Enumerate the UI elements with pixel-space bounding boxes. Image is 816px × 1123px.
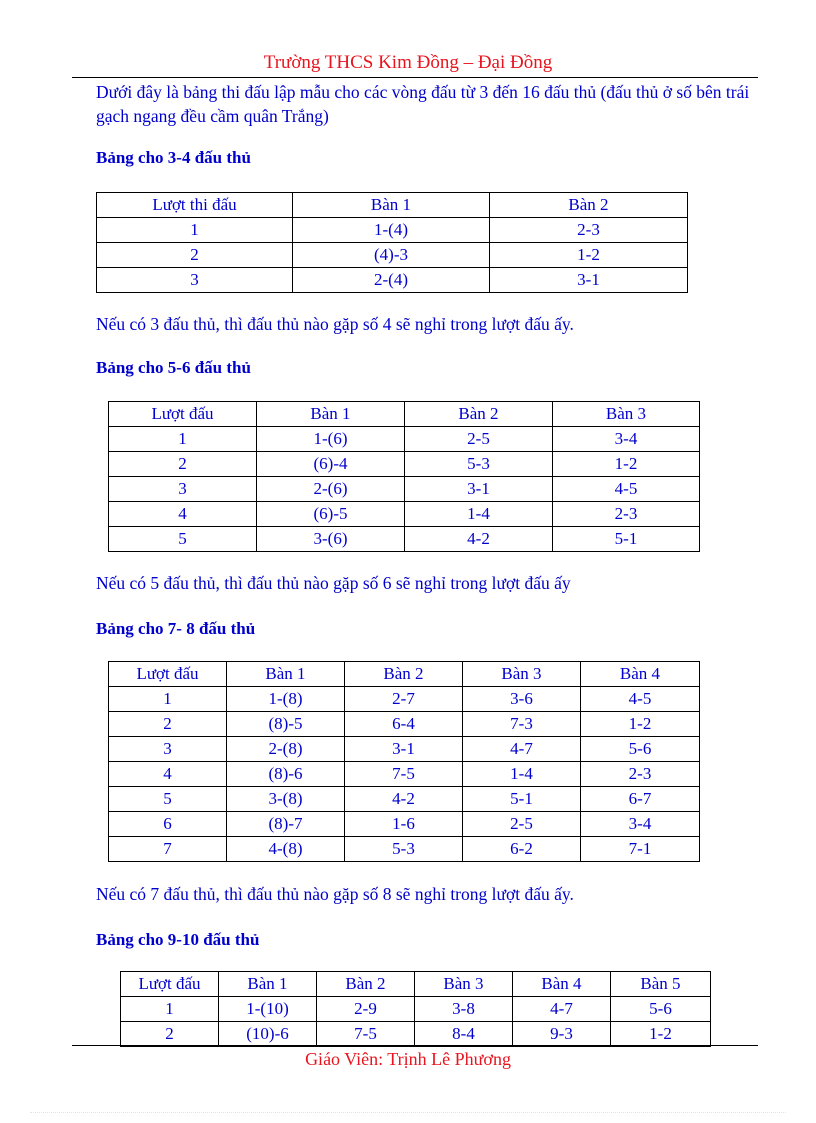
table-cell: 7-3: [463, 712, 581, 737]
table-cell: 3-6: [463, 687, 581, 712]
table-cell: 5: [109, 787, 227, 812]
table-row: [109, 762, 700, 787]
footer-divider: [72, 1045, 758, 1046]
table-cell: (8)-7: [227, 812, 345, 837]
column-header: Bàn 3: [415, 972, 513, 997]
table-cell: 3-1: [490, 268, 688, 293]
table-cell: 1: [121, 997, 219, 1022]
section-title-3-4: Bảng cho 3-4 đấu thủ: [96, 148, 251, 167]
column-header: Lượt thi đấu: [97, 193, 293, 218]
table-cell: 1-6: [345, 812, 463, 837]
table-cell: 3: [109, 737, 227, 762]
intro-paragraph: Dưới đây là bảng thi đấu lập mẫu cho các vòng đấu từ 3 đến 16 đấu thủ (đấu thủ ở số bên trái gạch ngang đều cầm quân Trắng): [96, 82, 750, 126]
table-cell: 1: [109, 687, 227, 712]
table-row: [97, 218, 688, 243]
table-cell: 3-4: [581, 812, 700, 837]
column-header: Lượt đấu: [109, 402, 257, 427]
table-cell: 2: [121, 1022, 219, 1047]
table-row: [109, 502, 700, 527]
table-cell: 1-2: [611, 1022, 711, 1047]
table-row: [109, 812, 700, 837]
table-cell: (4)-3: [293, 243, 490, 268]
table-cell: 5-3: [405, 452, 553, 477]
table-row: [121, 997, 711, 1022]
page-header-title: Trường THCS Kim Đồng – Đại Đồng: [263, 52, 553, 73]
table-cell: 4-2: [405, 527, 553, 552]
table-cell: 2-3: [553, 502, 700, 527]
table-cell: 2-5: [405, 427, 553, 452]
table-cell: 5-3: [345, 837, 463, 862]
section-title-9-10: Bảng cho 9-10 đấu thủ: [96, 930, 260, 949]
column-header: Bàn 1: [293, 193, 490, 218]
table-header-row: [121, 972, 711, 997]
table-cell: 2-7: [345, 687, 463, 712]
table-cell: 4-5: [581, 687, 700, 712]
table-cell: 3: [109, 477, 257, 502]
table-header-row: [97, 193, 688, 218]
column-header: Bàn 3: [463, 662, 581, 687]
table-cell: 2: [97, 243, 293, 268]
table-header-row: [109, 402, 700, 427]
schedule-table-9-10: [120, 971, 711, 1047]
table-cell: 2-(8): [227, 737, 345, 762]
table-cell: 1-(6): [257, 427, 405, 452]
table-cell: 7-5: [317, 1022, 415, 1047]
table-cell: 5-6: [611, 997, 711, 1022]
table-cell: 3-1: [345, 737, 463, 762]
table-row: [109, 427, 700, 452]
column-header: Lượt đấu: [109, 662, 227, 687]
table-cell: 6-4: [345, 712, 463, 737]
column-header: Bàn 2: [345, 662, 463, 687]
table-cell: 4: [109, 762, 227, 787]
section-title-7-8: Bảng cho 7- 8 đấu thủ: [96, 619, 256, 638]
table-row: [109, 527, 700, 552]
note-5-players: Nếu có 5 đấu thủ, thì đấu thủ nào gặp số 6 sẽ nghỉ trong lượt đấu ấy: [96, 573, 571, 593]
table-cell: 4-7: [463, 737, 581, 762]
column-header: Bàn 4: [513, 972, 611, 997]
table-cell: 5-1: [463, 787, 581, 812]
table-cell: 3: [97, 268, 293, 293]
schedule-table-3-4: [96, 192, 688, 293]
table-row: [97, 243, 688, 268]
header-divider: [72, 77, 758, 78]
column-header: Bàn 5: [611, 972, 711, 997]
table-cell: 2-9: [317, 997, 415, 1022]
column-header: Bàn 1: [257, 402, 405, 427]
page-bottom-dotted-line: [30, 1112, 786, 1113]
table-cell: 5: [109, 527, 257, 552]
column-header: Bàn 2: [405, 402, 553, 427]
table-cell: 1-2: [581, 712, 700, 737]
table-row: [109, 477, 700, 502]
table-cell: 1-(10): [219, 997, 317, 1022]
table-cell: 1: [97, 218, 293, 243]
table-cell: 1-(8): [227, 687, 345, 712]
column-header: Bàn 3: [553, 402, 700, 427]
table-cell: 2: [109, 712, 227, 737]
table-cell: 2-5: [463, 812, 581, 837]
table-cell: 7: [109, 837, 227, 862]
table-cell: 7-5: [345, 762, 463, 787]
table-cell: (8)-6: [227, 762, 345, 787]
note-3-players: Nếu có 3 đấu thủ, thì đấu thủ nào gặp số 4 sẽ nghỉ trong lượt đấu ấy.: [96, 314, 574, 334]
table-row: [109, 737, 700, 762]
page-footer-teacher: Giáo Viên: Trịnh Lê Phương: [305, 1049, 511, 1069]
table-cell: 8-4: [415, 1022, 513, 1047]
table-row: [109, 452, 700, 477]
column-header: Bàn 2: [490, 193, 688, 218]
note-7-players: Nếu có 7 đấu thủ, thì đấu thủ nào gặp số 8 sẽ nghỉ trong lượt đấu ấy.: [96, 884, 574, 904]
table-cell: (6)-4: [257, 452, 405, 477]
table-cell: 6-2: [463, 837, 581, 862]
table-cell: 4-(8): [227, 837, 345, 862]
table-cell: 2: [109, 452, 257, 477]
table-cell: 5-6: [581, 737, 700, 762]
table-cell: 9-3: [513, 1022, 611, 1047]
table-cell: (6)-5: [257, 502, 405, 527]
table-cell: 7-1: [581, 837, 700, 862]
table-cell: 5-1: [553, 527, 700, 552]
table-row: [97, 268, 688, 293]
table-cell: 1-4: [463, 762, 581, 787]
table-header-row: [109, 662, 700, 687]
table-cell: 4-7: [513, 997, 611, 1022]
table-cell: 1-2: [553, 452, 700, 477]
table-cell: 1: [109, 427, 257, 452]
table-cell: 3-(8): [227, 787, 345, 812]
table-cell: 2-(6): [257, 477, 405, 502]
table-cell: 2-3: [490, 218, 688, 243]
table-cell: (10)-6: [219, 1022, 317, 1047]
table-cell: 1-2: [490, 243, 688, 268]
table-cell: 4: [109, 502, 257, 527]
table-cell: 1-(4): [293, 218, 490, 243]
table-cell: 2-3: [581, 762, 700, 787]
table-row: [109, 712, 700, 737]
table-row: [121, 1022, 711, 1047]
column-header: Lượt đấu: [121, 972, 219, 997]
table-cell: 4-2: [345, 787, 463, 812]
table-cell: 3-4: [553, 427, 700, 452]
schedule-table-7-8: [108, 661, 700, 862]
column-header: Bàn 2: [317, 972, 415, 997]
table-cell: 2-(4): [293, 268, 490, 293]
column-header: Bàn 1: [219, 972, 317, 997]
table-row: [109, 787, 700, 812]
table-cell: 1-4: [405, 502, 553, 527]
schedule-table-5-6: [108, 401, 700, 552]
table-cell: 3-8: [415, 997, 513, 1022]
table-row: [109, 687, 700, 712]
table-cell: (8)-5: [227, 712, 345, 737]
table-row: [109, 837, 700, 862]
table-cell: 6: [109, 812, 227, 837]
column-header: Bàn 1: [227, 662, 345, 687]
table-cell: 4-5: [553, 477, 700, 502]
table-cell: 3-(6): [257, 527, 405, 552]
section-title-5-6: Bảng cho 5-6 đấu thủ: [96, 358, 251, 377]
table-cell: 3-1: [405, 477, 553, 502]
column-header: Bàn 4: [581, 662, 700, 687]
table-cell: 6-7: [581, 787, 700, 812]
